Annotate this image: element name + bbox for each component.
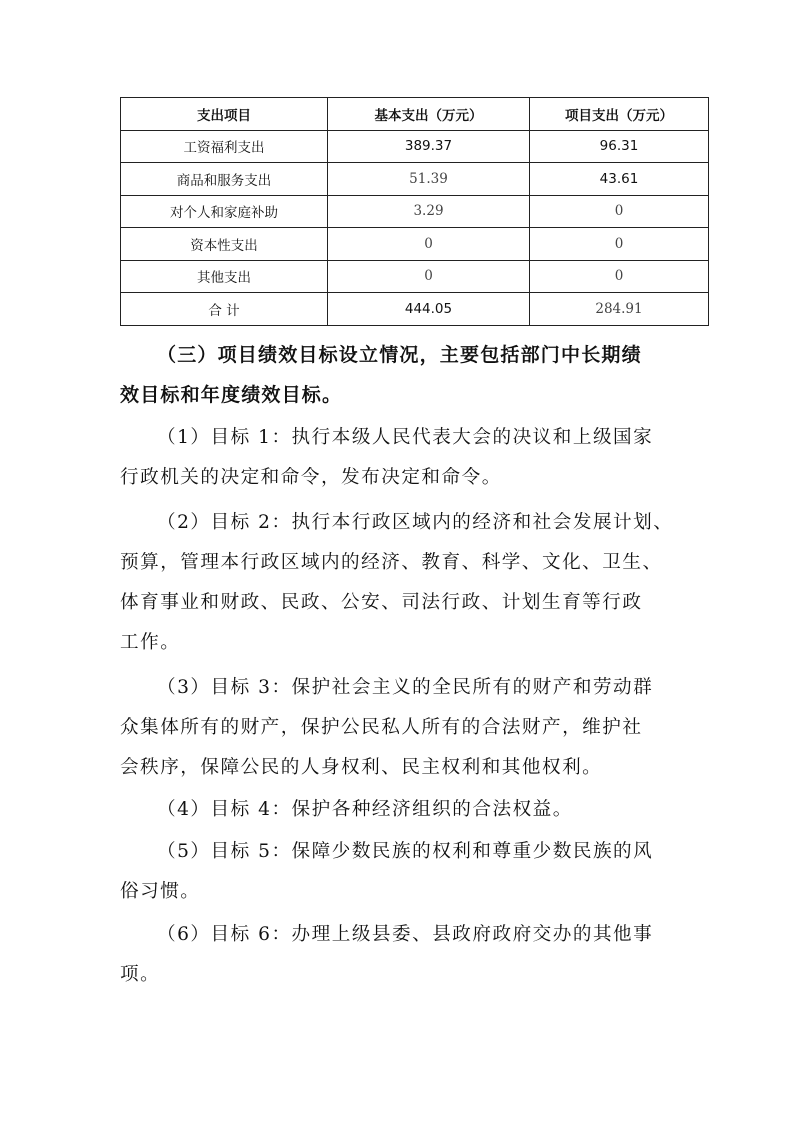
header-project: 项目支出（万元） <box>530 98 709 131</box>
paragraph-line: （3）目标 3：保护社会主义的全民所有的财产和劳动群 <box>157 677 654 698</box>
row-project: 0 <box>530 228 709 261</box>
header-basic: 基本支出（万元） <box>328 98 530 131</box>
row-item: 商品和服务支出 <box>121 163 328 196</box>
expenditure-table <box>120 97 709 326</box>
paragraph-line: （6）目标 6：办理上级县委、县政府政府交办的其他事 <box>157 924 654 945</box>
goal-paragraph-4 <box>120 790 710 830</box>
row-basic: 51.39 <box>328 163 530 196</box>
row-item: 合 计 <box>121 293 328 326</box>
paragraph-line: 会秩序，保障公民的人身权利、民主权利和其他权利。 <box>120 757 603 778</box>
table-row <box>121 130 709 163</box>
heading-line: 效目标和年度绩效目标。 <box>120 384 343 406</box>
paragraph-line: （2）目标 2：执行本行政区域内的经济和社会发展计划、 <box>157 512 674 533</box>
section-heading <box>120 335 710 415</box>
paragraph-line: 行政机关的决定和命令，发布决定和命令。 <box>120 467 502 488</box>
row-basic: 0 <box>328 228 530 261</box>
goal-paragraph-5 <box>120 832 710 912</box>
table-header-row <box>121 98 709 131</box>
row-project: 0 <box>530 195 709 228</box>
row-item: 资本性支出 <box>121 228 328 261</box>
paragraph-line: 工作。 <box>120 632 181 653</box>
paragraph-line: 俗习惯。 <box>120 881 201 902</box>
paragraph-line: 预算，管理本行政区域内的经济、教育、科学、文化、卫生、 <box>120 552 663 573</box>
row-project: 284.91 <box>530 293 709 326</box>
paragraph-line: （5）目标 5：保障少数民族的权利和尊重少数民族的风 <box>157 841 654 862</box>
row-project: 0 <box>530 260 709 293</box>
row-item: 工资福利支出 <box>121 130 328 163</box>
goal-paragraph-1 <box>120 418 710 498</box>
row-basic: 444.05 <box>328 293 530 326</box>
header-item: 支出项目 <box>121 98 328 131</box>
paragraph-line: 众集体所有的财产，保护公民私人所有的合法财产，维护社 <box>120 717 643 738</box>
paragraph-line: 项。 <box>120 964 161 985</box>
table-row <box>121 195 709 228</box>
goal-paragraph-6 <box>120 915 710 995</box>
row-basic: 3.29 <box>328 195 530 228</box>
table-row <box>121 260 709 293</box>
table-total-row <box>121 293 709 326</box>
row-basic: 0 <box>328 260 530 293</box>
table-row <box>121 228 709 261</box>
paragraph-line: （1）目标 1：执行本级人民代表大会的决议和上级国家 <box>157 427 654 448</box>
row-project: 43.61 <box>530 163 709 196</box>
paragraph-line: 体育事业和财政、民政、公安、司法行政、计划生育等行政 <box>120 592 643 613</box>
row-item: 其他支出 <box>121 260 328 293</box>
row-item: 对个人和家庭补助 <box>121 195 328 228</box>
table-row <box>121 163 709 196</box>
goal-paragraph-2 <box>120 503 710 663</box>
heading-line: （三）项目绩效目标设立情况，主要包括部门中长期绩 <box>157 344 642 366</box>
goal-paragraph-3 <box>120 668 710 788</box>
row-basic: 389.37 <box>328 130 530 163</box>
paragraph-line: （4）目标 4：保护各种经济组织的合法权益。 <box>157 799 573 820</box>
row-project: 96.31 <box>530 130 709 163</box>
